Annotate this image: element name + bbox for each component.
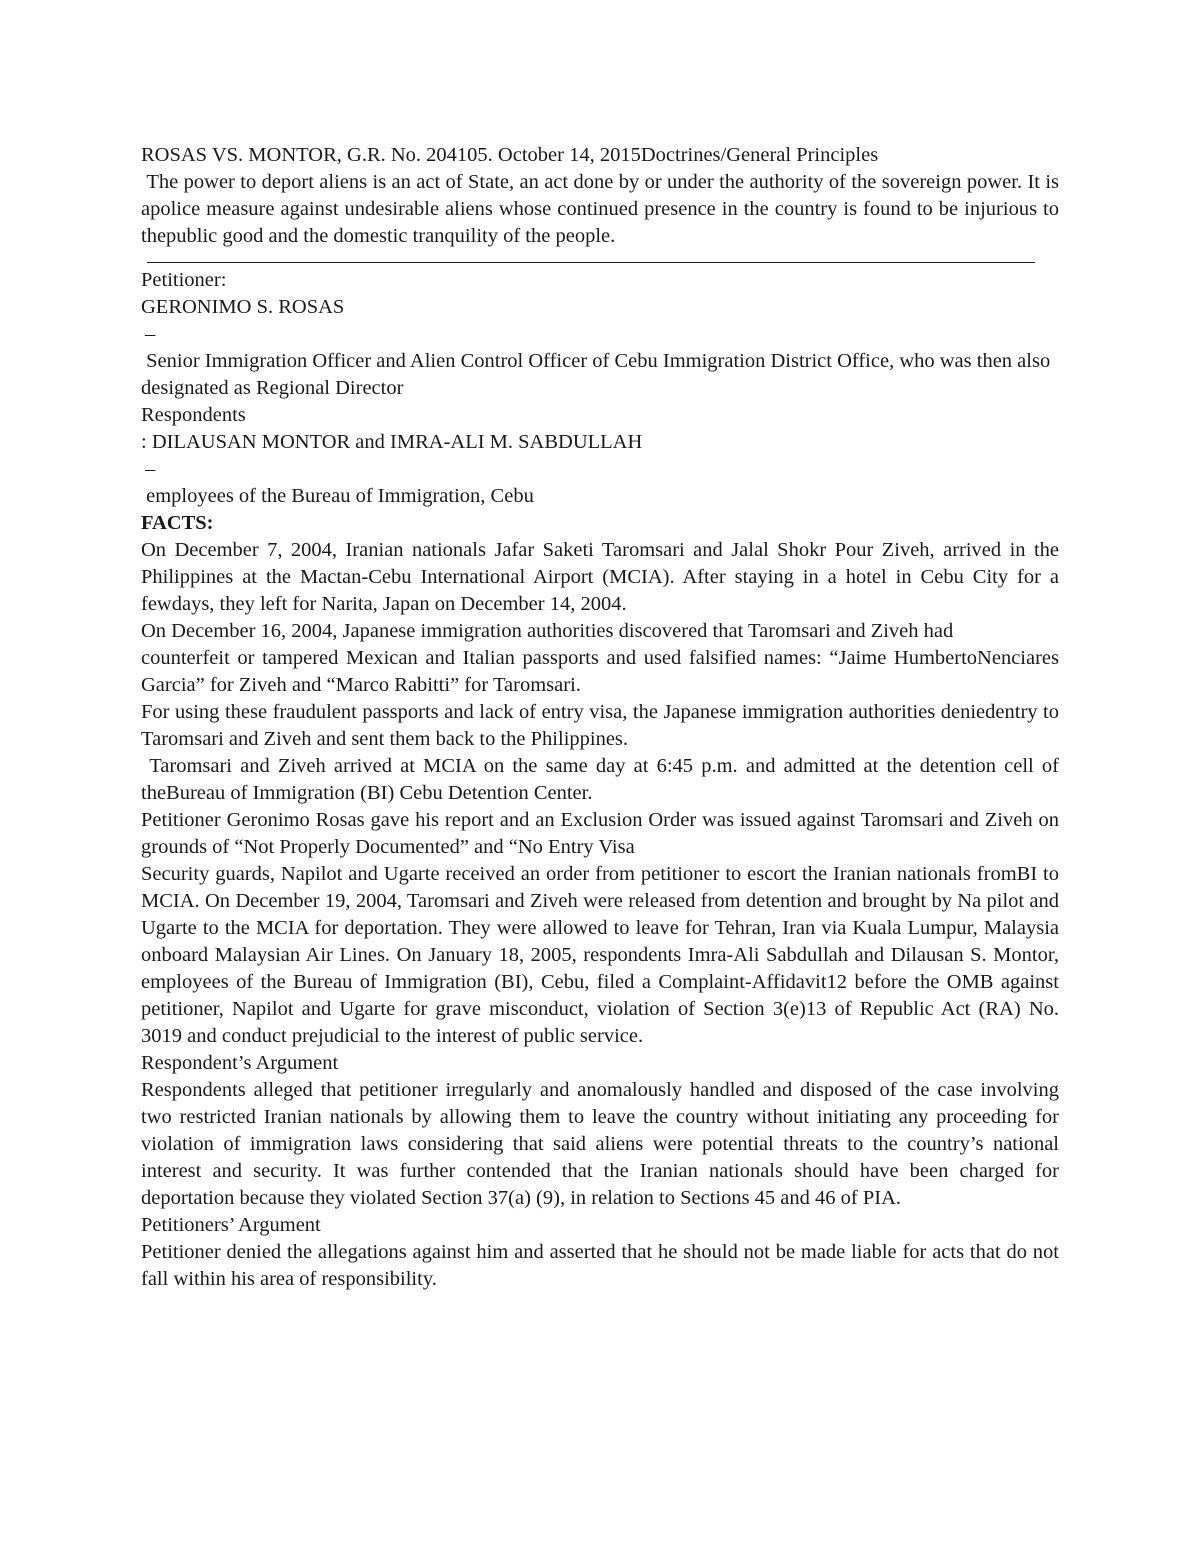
respondent-argument-paragraph: Respondents alleged that petitioner irregularly and anomalously handled and disposed of the case involving two restricted Iranian nationals by allowing them to leave the country without initiating any proceeding for violation of immigration laws considering that said aliens were potential threats to the country’s national interest and security. It was further contended that the Iranian nationals should have been charged for deportation because they violated Section 37(a) (9), in relation to Sections 45 and 46 of PIA. [141, 1079, 1065, 1209]
respondents-label: Respondents [141, 404, 246, 426]
facts-heading: FACTS: [141, 512, 214, 534]
facts-paragraph: For using these fraudulent passports and lack of entry visa, the Japanese immigration authorities deniedentry to Taromsari and Ziveh and sent them back to the Philippines. [141, 701, 1064, 750]
dash-separator: – [145, 458, 156, 480]
facts-paragraph: On December 7, 2004, Iranian nationals Jafar Saketi Taromsari and Jalal Shokr Pour Ziveh, arrived in the Philippines at the Mactan-Cebu International Airport (MCIA). After staying in a hotel in Cebu City for a fewdays, they left for Narita, Japan on December 14, 2004. [141, 539, 1065, 615]
dash-separator: – [145, 323, 156, 345]
petitioner-argument-paragraph: Petitioner denied the allegations against him and asserted that he should not be made liable for acts that do not fall within his area of responsibility. [141, 1241, 1065, 1290]
petitioner-argument-heading: Petitioners’ Argument [141, 1214, 321, 1236]
respondents-names: : DILAUSAN MONTOR and IMRA-ALI M. SABDULLAH [141, 431, 643, 453]
petitioner-description: Senior Immigration Officer and Alien Control Officer of Cebu Immigration District Office, who was then also designated as Regional Director [141, 350, 1056, 399]
doctrine-paragraph: The power to deport aliens is an act of State, an act done by or under the authority of the sovereign power. It is apolice measure against undesirable aliens whose continued presence in the country is found to be injurious to thepublic good and the domestic tranquility of the people. [141, 171, 1065, 247]
facts-paragraph: Security guards, Napilot and Ugarte received an order from petitioner to escort the Iranian nationals fromBI to MCIA. On December 19, 2004, Taromsari and Ziveh were released from detention and brought by Na pilot and Ugarte to the MCIA for deportation. They were allowed to leave for Tehran, Iran via Kuala Lumpur, Malaysia onboard Malaysian Air Lines. On January 18, 2005, respondents Imra-Ali Sabdullah and Dilausan S. Montor, employees of the Bureau of Immigration (BI), Cebu, filed a Complaint-Affidavit12 before the OMB against petitioner, Napilot and Ugarte for grave misconduct, violation of Section 3(e)13 of Republic Act (RA) No. 3019 and conduct prejudicial to the interest of public service. [141, 863, 1065, 1047]
respondent-argument-heading: Respondent’s Argument [141, 1052, 339, 1074]
facts-paragraph: Petitioner Geronimo Rosas gave his report and an Exclusion Order was issued against Taromsari and Ziveh on grounds of “Not Properly Documented” and “No Entry Visa [141, 809, 1065, 858]
respondents-description: employees of the Bureau of Immigration, Cebu [141, 485, 534, 507]
facts-paragraph: On December 16, 2004, Japanese immigration authorities discovered that Taromsari and Ziveh had [141, 620, 954, 642]
petitioner-name: GERONIMO S. ROSAS [141, 296, 345, 318]
document-page [141, 142, 1065, 1293]
petitioner-label: Petitioner: [141, 269, 227, 291]
horizontal-rule [147, 262, 1035, 263]
facts-paragraph: counterfeit or tampered Mexican and Italian passports and used falsified names: “Jaime HumbertoNenciares Garcia” for Ziveh and “Marco Rabitti” for Taromsari. [141, 647, 1065, 696]
case-title: ROSAS VS. MONTOR, G.R. No. 204105. October 14, 2015Doctrines/General Principles [141, 144, 879, 166]
facts-paragraph: Taromsari and Ziveh arrived at MCIA on the same day at 6:45 p.m. and admitted at the detention cell of theBureau of Immigration (BI) Cebu Detention Center. [141, 755, 1065, 804]
